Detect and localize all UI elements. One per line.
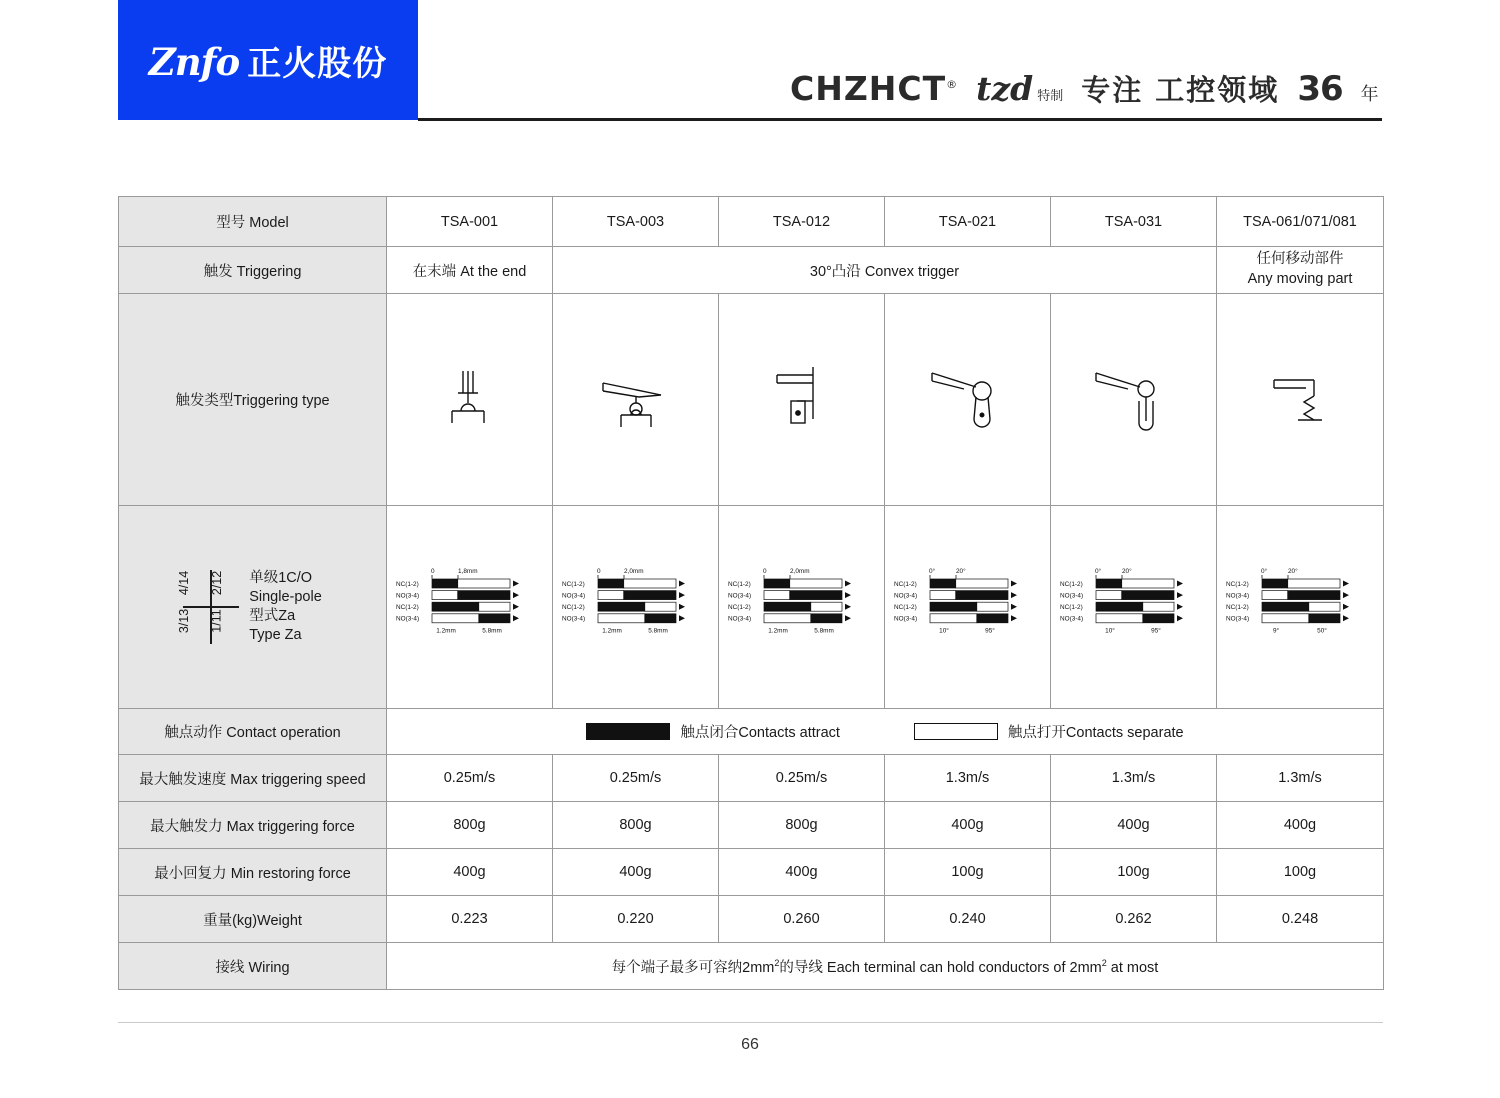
table-row-max-speed	[119, 755, 1384, 802]
svg-text:1.2mm: 1.2mm	[435, 627, 456, 635]
terminal-label-top-right: 2/12	[210, 570, 225, 596]
pole-label-line-3: 型式Za	[249, 608, 296, 624]
cell-weight-3: 0.260	[719, 896, 885, 943]
pole-label-line-2: Single-pole	[249, 588, 322, 605]
svg-text:NC(1-2): NC(1-2)	[893, 580, 917, 588]
svg-text:95°: 95°	[1150, 627, 1161, 635]
svg-text:20°: 20°	[1121, 568, 1132, 575]
svg-text:NO(3-4): NO(3-4)	[1226, 592, 1250, 600]
svg-text:50°: 50°	[1317, 627, 1327, 635]
terminal-label-top-left: 4/14	[177, 570, 192, 596]
brand-slogan-text: 专注 工控领域	[1081, 73, 1280, 107]
table-row-triggering-type	[119, 294, 1384, 506]
cell-triggering-1: 在末端 At the end	[387, 247, 553, 294]
svg-text:0: 0	[762, 568, 767, 575]
brand-years-number: 36	[1297, 69, 1343, 109]
contacts-open-label: 触点打开Contacts separate	[1007, 725, 1184, 741]
svg-text:NO(3-4): NO(3-4)	[727, 592, 751, 600]
svg-text:NC(1-2): NC(1-2)	[1226, 580, 1249, 588]
svg-text:10°: 10°	[938, 627, 949, 635]
cell-max-speed-5: 1.3m/s	[1051, 755, 1217, 802]
cell-type-4	[885, 294, 1051, 506]
svg-text:9°: 9°	[1272, 627, 1280, 635]
svg-text:NO(3-4): NO(3-4)	[1226, 615, 1250, 623]
svg-text:0°: 0°	[1261, 568, 1268, 575]
cell-diagram-4	[885, 506, 1051, 709]
page-number: 66	[741, 1036, 759, 1053]
cell-max-force-3: 800g	[719, 802, 885, 849]
cell-weight-1: 0.223	[387, 896, 553, 943]
row-label-triggering-type: 触发类型Triggering type	[119, 294, 387, 506]
table-row-weight	[119, 896, 1384, 943]
svg-text:2,0mm: 2,0mm	[623, 568, 644, 575]
svg-text:NC(1-2): NC(1-2)	[395, 580, 419, 588]
cell-diagram-2	[553, 506, 719, 709]
terminal-diagram	[177, 570, 239, 644]
brand-row	[790, 68, 1379, 118]
svg-text:NC(1-2): NC(1-2)	[395, 604, 419, 611]
svg-text:5.8mm: 5.8mm	[647, 627, 668, 635]
cell-model-3: TSA-012	[719, 197, 885, 247]
table-row-contact-operation	[119, 709, 1384, 755]
table-row-wiring	[119, 943, 1384, 990]
specification-table	[118, 196, 1384, 990]
cell-contact-operation-legend	[387, 709, 1384, 755]
svg-text:NO(3-4): NO(3-4)	[1059, 615, 1083, 623]
brand-years-unit: 年	[1360, 84, 1379, 105]
brand-chzhct-text: CHZHCT®	[790, 69, 959, 108]
svg-text:NC(1-2): NC(1-2)	[561, 604, 585, 611]
cell-diagram-5	[1051, 506, 1217, 709]
svg-text:NO(3-4): NO(3-4)	[561, 615, 585, 623]
cell-weight-6: 0.248	[1217, 896, 1384, 943]
svg-text:0°: 0°	[928, 568, 935, 575]
cell-model-4: TSA-021	[885, 197, 1051, 247]
cell-triggering-middle: 30°凸沿 Convex trigger	[553, 247, 1217, 294]
table-row-model	[119, 197, 1384, 247]
cell-model-1: TSA-001	[387, 197, 553, 247]
svg-text:1.2mm: 1.2mm	[767, 627, 788, 635]
terminal-label-bottom-right: 1/11	[209, 609, 224, 633]
logo-latin-text: Znfo	[148, 39, 240, 84]
cell-max-speed-4: 1.3m/s	[885, 755, 1051, 802]
cell-max-speed-1: 0.25m/s	[387, 755, 553, 802]
roller-lever-switch-icon	[553, 361, 718, 439]
cell-max-force-5: 400g	[1051, 802, 1217, 849]
cell-diagram-3	[719, 506, 885, 709]
svg-text:NC(1-2): NC(1-2)	[1226, 604, 1249, 611]
header-divider	[418, 118, 1382, 121]
row-label-contact-operation: 触点动作 Contact operation	[119, 709, 387, 755]
svg-text:NO(3-4): NO(3-4)	[893, 592, 917, 600]
footer-divider	[118, 1022, 1383, 1023]
svg-text:5.8mm: 5.8mm	[481, 627, 502, 635]
row-label-weight: 重量(kg)Weight	[119, 896, 387, 943]
cell-weight-5: 0.262	[1051, 896, 1217, 943]
cell-type-5	[1051, 294, 1217, 506]
svg-text:NC(1-2): NC(1-2)	[727, 604, 751, 611]
rod-lever-icon	[1051, 357, 1216, 443]
row-label-triggering: 触发 Triggering	[119, 247, 387, 294]
wiring-text-prefix: 每个端子最多可容纳2mm	[611, 959, 775, 976]
cell-weight-4: 0.240	[885, 896, 1051, 943]
cell-triggering-last-en: Any moving part	[1247, 271, 1353, 287]
cell-min-restore-1: 400g	[387, 849, 553, 896]
svg-text:95°: 95°	[984, 627, 995, 635]
cell-max-force-4: 400g	[885, 802, 1051, 849]
registered-mark-icon: ®	[946, 78, 959, 91]
cell-min-restore-5: 100g	[1051, 849, 1217, 896]
svg-text:NO(3-4): NO(3-4)	[561, 592, 585, 600]
wiring-text-mid: 的导线 Each terminal can hold conductors of 2mm	[779, 959, 1102, 976]
cell-diagram-6	[1217, 506, 1384, 709]
svg-text:0°: 0°	[1094, 568, 1101, 575]
cell-max-force-6: 400g	[1217, 802, 1384, 849]
plunger-switch-icon	[387, 361, 552, 439]
wiring-text-suffix: at most	[1106, 959, 1159, 976]
table-row-contact-diagram	[119, 506, 1384, 709]
svg-text:5.8mm: 5.8mm	[813, 627, 834, 635]
cell-max-force-1: 800g	[387, 802, 553, 849]
cell-type-6	[1217, 294, 1384, 506]
cell-weight-2: 0.220	[553, 896, 719, 943]
cell-max-force-2: 800g	[553, 802, 719, 849]
svg-text:NC(1-2): NC(1-2)	[1059, 604, 1083, 611]
cell-min-restore-2: 400g	[553, 849, 719, 896]
spring-rod-icon	[1217, 360, 1383, 440]
cell-min-restore-3: 400g	[719, 849, 885, 896]
brand-tezhi-text: 特制	[1037, 89, 1064, 104]
page-header	[0, 0, 1500, 128]
svg-text:1.2mm: 1.2mm	[601, 627, 622, 635]
svg-text:2,0mm: 2,0mm	[789, 568, 810, 575]
cell-model-5: TSA-031	[1051, 197, 1217, 247]
roller-lever-long-icon	[885, 357, 1050, 443]
row-label-max-speed: 最大触发速度 Max triggering speed	[119, 755, 387, 802]
cell-triggering-last-cn: 任何移动部件	[1256, 251, 1344, 268]
panel-mount-plunger-icon	[719, 357, 884, 443]
svg-text:NO(3-4): NO(3-4)	[395, 615, 419, 623]
cell-triggering-last	[1217, 247, 1384, 294]
svg-text:1,8mm: 1,8mm	[457, 568, 478, 575]
svg-text:0: 0	[596, 568, 601, 575]
pole-type-label	[249, 569, 322, 646]
logo-chinese-text: 正火股份	[247, 43, 388, 84]
pole-label-line-1: 单级1C/O	[249, 569, 313, 586]
table-row-min-restore	[119, 849, 1384, 896]
svg-text:NO(3-4): NO(3-4)	[395, 592, 419, 600]
svg-text:NO(3-4): NO(3-4)	[1059, 592, 1083, 600]
svg-text:NC(1-2): NC(1-2)	[727, 580, 751, 588]
row-label-contact-diagram	[119, 506, 387, 709]
svg-text:10°: 10°	[1104, 627, 1115, 635]
cell-type-2	[553, 294, 719, 506]
svg-text:NO(3-4): NO(3-4)	[727, 615, 751, 623]
row-label-min-restore: 最小回复力 Min restoring force	[119, 849, 387, 896]
contacts-open-swatch	[914, 723, 998, 740]
row-label-max-force: 最大触发力 Max triggering force	[119, 802, 387, 849]
wiring-sup-1: 2	[774, 957, 780, 968]
cell-type-1	[387, 294, 553, 506]
svg-text:NC(1-2): NC(1-2)	[893, 604, 917, 611]
cell-type-3	[719, 294, 885, 506]
svg-text:NO(3-4): NO(3-4)	[893, 615, 917, 623]
table-row-triggering	[119, 247, 1384, 294]
svg-text:NC(1-2): NC(1-2)	[1059, 580, 1083, 588]
row-label-wiring: 接线 Wiring	[119, 943, 387, 990]
cell-max-speed-2: 0.25m/s	[553, 755, 719, 802]
contacts-closed-label: 触点闭合Contacts attract	[680, 725, 840, 741]
svg-text:20°: 20°	[955, 568, 966, 575]
svg-text:NC(1-2): NC(1-2)	[561, 580, 585, 588]
cell-model-2: TSA-003	[553, 197, 719, 247]
cell-min-restore-6: 100g	[1217, 849, 1384, 896]
svg-text:20°: 20°	[1288, 568, 1298, 575]
brand-tzd-text: tzd	[976, 69, 1034, 108]
table-row-max-force	[119, 802, 1384, 849]
cell-max-speed-3: 0.25m/s	[719, 755, 885, 802]
terminal-label-bottom-left: 3/13	[177, 608, 192, 634]
cell-max-speed-6: 1.3m/s	[1217, 755, 1384, 802]
cell-wiring-value	[387, 943, 1384, 990]
cell-diagram-1	[387, 506, 553, 709]
cell-model-6: TSA-061/071/081	[1217, 197, 1384, 247]
contacts-closed-swatch	[586, 723, 670, 740]
wiring-sup-2: 2	[1101, 957, 1107, 968]
row-label-model: 型号 Model	[119, 197, 387, 247]
pole-label-line-4: Type Za	[249, 627, 302, 644]
svg-text:0: 0	[430, 568, 435, 575]
company-logo	[118, 0, 418, 120]
cell-min-restore-4: 100g	[885, 849, 1051, 896]
